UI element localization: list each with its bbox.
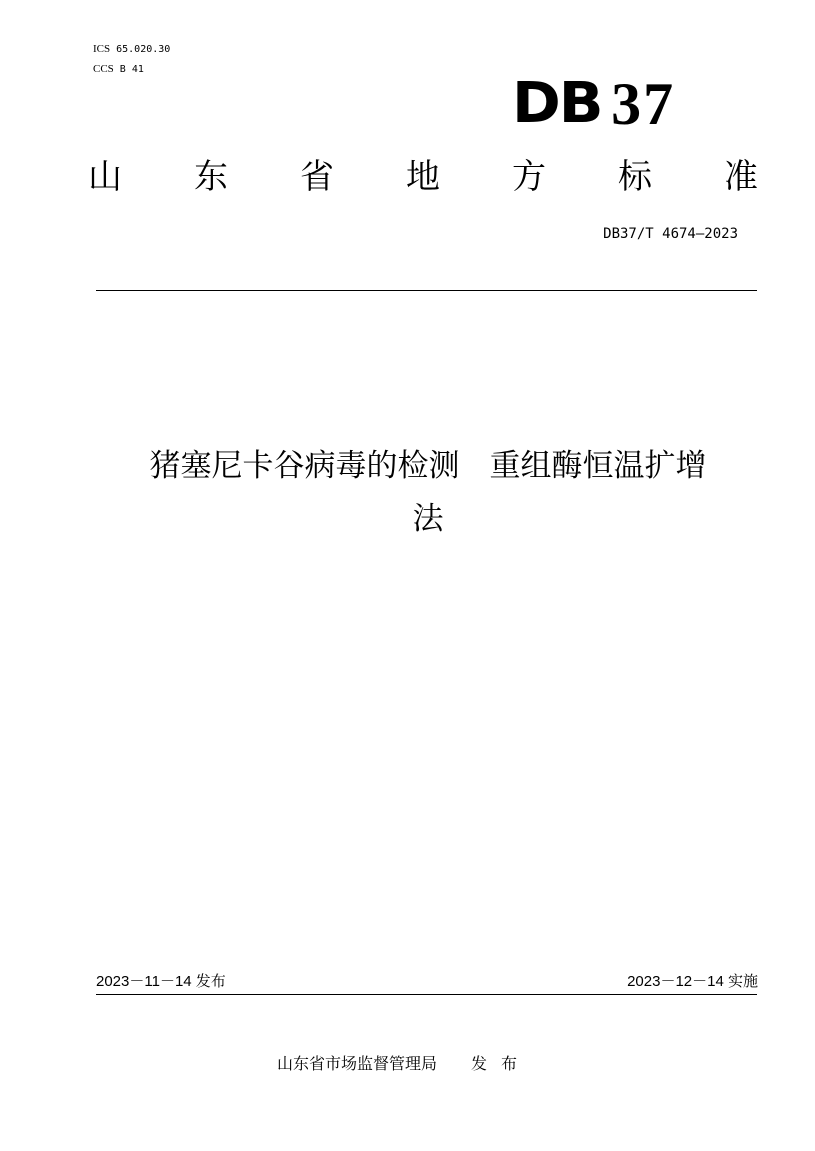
bottom-divider: [96, 994, 757, 995]
standard-type-char: 方: [512, 157, 546, 197]
ccs-label: CCS: [93, 63, 114, 75]
db37-logo: [512, 68, 676, 137]
publisher-action: 发布: [471, 1054, 532, 1073]
ics-label: ICS: [93, 43, 111, 55]
standard-type-char: 标: [618, 157, 652, 197]
logo-db-text: DB: [512, 71, 602, 136]
ccs-code: B 41: [119, 64, 144, 75]
top-divider: [96, 290, 757, 291]
title-part3: 法: [412, 501, 444, 537]
document-title: [88, 440, 768, 546]
implementation-date: 2023－12－14 实施: [627, 973, 758, 990]
title-part2: 重组酶恒温扩增: [489, 448, 707, 484]
ics-code: 65.020.30: [116, 44, 171, 55]
standard-type-char: 山: [88, 157, 122, 197]
publisher-line: [277, 1053, 531, 1075]
ccs-classification: [93, 62, 144, 77]
publisher-name: 山东省市场监督管理局: [277, 1054, 438, 1073]
logo-number: 37: [611, 71, 676, 137]
standard-type-char: 准: [724, 157, 758, 197]
ics-classification: [93, 42, 170, 57]
issue-date: 2023－11－14 发布: [96, 973, 226, 990]
standard-type-char: 东: [194, 157, 228, 197]
standard-type-char: 地: [406, 157, 440, 197]
title-part1: 猪塞尼卡谷病毒的检测: [149, 448, 460, 484]
standard-type-heading: [88, 152, 758, 202]
standard-number: DB37/T 4674—2023: [603, 226, 738, 242]
standard-type-char: 省: [300, 157, 334, 197]
